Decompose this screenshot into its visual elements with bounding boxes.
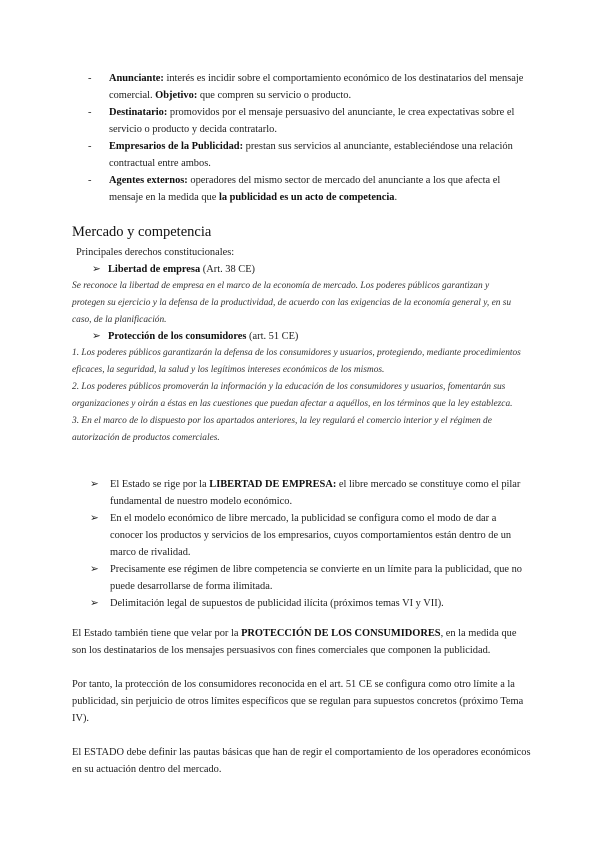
art38-text: Se reconoce la libertad de empresa en el marco de la economía de mercado. Los poderes públicos garantizan y protegen su ejercicio y la defensa de la productividad, de acuerdo con las exigencias de la economía general y, en su caso, de la planificación. bbox=[72, 281, 512, 325]
right-heading-consumidores bbox=[92, 328, 298, 345]
arrow-bullet-icon: ➢ bbox=[90, 513, 99, 524]
term: Destinatario: bbox=[109, 107, 168, 118]
right-label: Protección de los consumidores bbox=[108, 331, 247, 342]
para-text: , en la medida que son los destinatarios de los mensajes persuasivos con fines comerciales que componen la publicidad. bbox=[72, 628, 517, 656]
arrow-bullet-icon: ➢ bbox=[92, 331, 101, 342]
definition: . bbox=[394, 192, 398, 203]
point-text: El Estado se rige por la bbox=[110, 479, 210, 490]
definition: que compren su servicio o producto. bbox=[197, 90, 352, 101]
list-item-agentes bbox=[88, 172, 528, 206]
point-text: Precisamente ese régimen de libre competencia se convierte en un límite para la publicidad, que no puede desarrollarse de forma ilimitada. bbox=[110, 564, 522, 592]
term: Empresarios de la Publicidad: bbox=[109, 141, 244, 152]
market-points-list bbox=[90, 476, 530, 612]
art51-item-3: 3. En el marco de lo dispuesto por los apartados anteriores, la ley regulará el comercio interior y el régimen de autorización de productos comerciales. bbox=[72, 416, 492, 443]
arrow-bullet-icon: ➢ bbox=[92, 264, 101, 275]
list-item-point bbox=[90, 476, 530, 510]
point-text: En el modelo económico de libre mercado, la publicidad se configura como el modo de dar a conocer los productos y servicios de los empresarios, cuyos comportamientos están dentro de un marco de rivalidad. bbox=[110, 513, 512, 558]
advertising-roles-list bbox=[88, 70, 528, 206]
list-item-point bbox=[90, 595, 530, 612]
para-text: El Estado también tiene que velar por la bbox=[72, 628, 242, 639]
point-text: el libre mercado se constituye como el pilar fundamental de nuestro modelo económico. bbox=[110, 479, 521, 507]
right-ref: (Art. 38 CE) bbox=[200, 264, 256, 275]
art51-item-1: 1. Los poderes públicos garantizarán la defensa de los consumidores y usuarios, protegiendo, mediante procedimientos eficaces, la seguridad, la salud y los legítimos intereses económicos de los mismos. bbox=[72, 348, 521, 375]
dash-marker: - bbox=[88, 141, 92, 152]
list-item-empresarios bbox=[88, 138, 528, 172]
term: Anunciante: bbox=[109, 73, 164, 84]
arrow-bullet-icon: ➢ bbox=[90, 479, 99, 490]
term: Agentes externos: bbox=[109, 175, 188, 186]
dash-marker: - bbox=[88, 175, 92, 186]
emphasis: PROTECCIÓN DE LOS CONSUMIDORES bbox=[241, 628, 441, 639]
lead-text: Principales derechos constitucionales: bbox=[76, 247, 235, 258]
dash-marker: - bbox=[88, 73, 92, 84]
point-text: Delimitación legal de supuestos de publicidad ilícita (próximos temas VI y VII). bbox=[110, 598, 444, 609]
definition: interés es incidir sobre el comportamiento económico de los destinatarios del mensaje comercial. bbox=[109, 73, 524, 101]
term: Objetivo: bbox=[155, 90, 198, 101]
right-label: Libertad de empresa bbox=[108, 264, 201, 275]
art51-item-2: 2. Los poderes públicos promoverán la información y la educación de los consumidores y usuarios, fomentarán sus organizaciones y oirán a éstas en las cuestiones que puedan afectar a aquéllos, en los términos que la ley establezca. bbox=[72, 382, 513, 409]
emphasis: LIBERTAD DE EMPRESA: bbox=[209, 479, 337, 490]
list-item-anunciante bbox=[88, 70, 528, 104]
section-title: Mercado y competencia bbox=[72, 224, 212, 240]
list-item-point bbox=[90, 561, 530, 595]
arrow-bullet-icon: ➢ bbox=[90, 564, 99, 575]
arrow-bullet-icon: ➢ bbox=[90, 598, 99, 609]
art51-text bbox=[72, 345, 524, 447]
right-heading-libertad bbox=[92, 261, 255, 278]
list-item-destinatario bbox=[88, 104, 528, 138]
paragraph-estado: El ESTADO debe definir las pautas básicas que han de regir el comportamiento de los operadores económicos en su actuación dentro del mercado. bbox=[72, 747, 531, 775]
dash-marker: - bbox=[88, 107, 92, 118]
definition: operadores del mismo sector de mercado del anunciante a los que afecta el mensaje en la medida que bbox=[109, 175, 501, 203]
list-item-point bbox=[90, 510, 530, 561]
paragraph-proteccion bbox=[72, 625, 532, 659]
right-ref: (art. 51 CE) bbox=[246, 331, 299, 342]
emphasis: la publicidad es un acto de competencia bbox=[218, 192, 395, 203]
definition: prestan sus servicios al anunciante, estableciéndose una relación contractual entre ambos. bbox=[109, 141, 513, 169]
definition: promovidos por el mensaje persuasivo del anunciante, le crea expectativas sobre el servicio o producto y decida contratarlo. bbox=[109, 107, 515, 135]
paragraph-limite: Por tanto, la protección de los consumidores reconocida en el art. 51 CE se configura como otro límite a la publicidad, sin perjuicio de otros límites específicos que se regulan para supuestos concretos (próximo Tema IV). bbox=[72, 679, 524, 724]
